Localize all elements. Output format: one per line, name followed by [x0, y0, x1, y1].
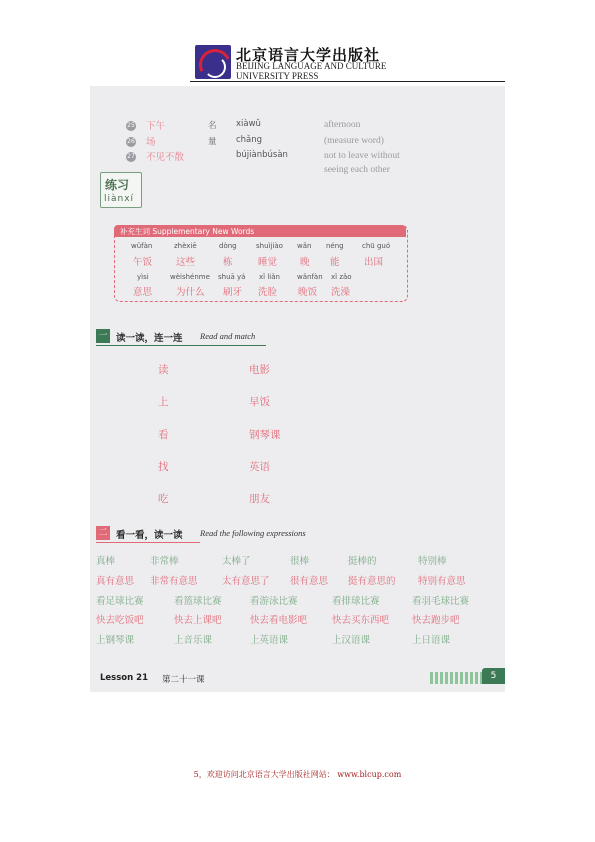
vocab-word: 下午: [146, 121, 166, 132]
expression: 真有意思: [96, 576, 135, 587]
expression: 快去跑步吧: [412, 615, 460, 626]
practice-pinyin: liànxí: [104, 194, 135, 204]
expression: 看足球比赛: [96, 596, 144, 607]
publisher-name-cn: 北京语言大学出版社: [236, 46, 381, 64]
vocab-item: [122, 134, 422, 150]
vocab-meaning: not to leave without seeing each other: [324, 151, 400, 175]
section-title: 读一读，连一连: [116, 333, 183, 344]
supp-pinyin: dòng: [219, 242, 237, 250]
supp-pinyin: xǐ zǎo: [331, 273, 352, 281]
supp-word: 洗澡: [331, 287, 351, 298]
supp-word: 出国: [364, 257, 384, 268]
lesson-label-cn: 第二十一课: [162, 675, 205, 685]
vocab-pos: 量: [208, 137, 217, 147]
expression: 特别有意思: [418, 576, 466, 587]
expression: 上日语课: [412, 635, 451, 646]
expression: 上音乐课: [174, 635, 213, 646]
supplementary-title: 补充生词 Supplementary New Words: [120, 227, 255, 236]
supp-pinyin: wèishénme: [170, 273, 210, 281]
vocab-item: [122, 149, 422, 179]
supp-pinyin: zhèxiē: [174, 242, 197, 250]
section-subtitle: Read the following expressions: [200, 528, 306, 538]
supp-pinyin: yìsi: [137, 273, 149, 281]
expression: 很有意思: [290, 576, 329, 587]
supp-word: 晚饭: [298, 287, 318, 298]
vocab-number: 25: [127, 122, 135, 129]
supp-word: 意思: [133, 287, 153, 298]
publisher-name-en: BEIJING LANGUAGE AND CULTURE UNIVERSITY PRESS: [236, 61, 387, 81]
vocab-meaning: (measure word): [324, 136, 384, 146]
vocab-word: 场: [146, 137, 156, 148]
section-number: 一: [96, 329, 110, 343]
expression: 看排球比赛: [332, 596, 380, 607]
supp-pinyin: shuā yá: [218, 273, 246, 281]
match-left-item: 找: [158, 461, 169, 473]
expression: 看游泳比赛: [250, 596, 298, 607]
match-right-item: 英语: [249, 461, 270, 473]
section-subtitle: Read and match: [200, 331, 256, 341]
supp-word: 洗脸: [258, 287, 278, 298]
vocab-number: 26: [127, 138, 135, 145]
match-right-item: 早饭: [249, 396, 270, 408]
expression: 很棒: [290, 556, 310, 567]
supp-word: 晚: [300, 257, 310, 268]
vocab-pos: 名: [208, 121, 217, 131]
section-divider: [96, 345, 266, 346]
expression: 快去买东西吧: [332, 615, 390, 626]
match-left-item: 上: [158, 396, 169, 408]
supp-pinyin: chū guó: [362, 242, 391, 250]
expression: 挺棒的: [348, 556, 377, 567]
supp-word: 这些: [176, 257, 196, 268]
section-divider: [96, 542, 200, 543]
section-title: 看一看，读一读: [116, 530, 183, 541]
vocab-meaning: afternoon: [324, 120, 361, 130]
supp-word: 能: [330, 257, 340, 268]
expression: 看羽毛球比赛: [412, 596, 470, 607]
supp-word: 栋: [223, 257, 233, 268]
supp-pinyin: wǎnfàn: [297, 273, 323, 281]
match-left-item: 吃: [158, 493, 169, 505]
supp-pinyin: wǎn: [297, 242, 312, 250]
match-left-item: 读: [158, 364, 169, 376]
page-number: 5: [482, 668, 505, 684]
supp-pinyin: néng: [326, 242, 344, 250]
supp-pinyin: shuìjiào: [256, 242, 283, 250]
publisher-logo: [195, 45, 231, 79]
vocab-pinyin: xiàwǔ: [236, 119, 261, 129]
vocab-pinyin: chǎng: [236, 135, 263, 145]
supp-word: 刷牙: [223, 287, 243, 298]
supp-word: 午饭: [133, 257, 153, 268]
expression: 挺有意思的: [348, 576, 396, 587]
supp-word: 为什么: [176, 287, 205, 298]
header-divider: [190, 81, 505, 82]
expression: 快去看电影吧: [250, 615, 308, 626]
expression: 非常棒: [150, 556, 179, 567]
vocab-pinyin: bújiànbúsàn: [236, 150, 288, 160]
footer-decoration: [430, 672, 482, 684]
supp-pinyin: wǔfàn: [131, 242, 153, 250]
expression: 上英语课: [250, 635, 289, 646]
match-right-item: 电影: [249, 364, 270, 376]
lesson-label: Lesson 21: [100, 673, 148, 683]
expression: 真棒: [96, 556, 116, 567]
supp-word: 睡觉: [258, 257, 278, 268]
practice-label: 练习: [105, 178, 130, 192]
expression: 快去上课吧: [174, 615, 222, 626]
website-credit: 5，欢迎访问北京语言大学出版社网站： www.blcup.com: [193, 770, 402, 779]
supp-pinyin: xǐ liǎn: [259, 273, 280, 281]
match-right-item: 钢琴课: [249, 429, 281, 441]
match-right-item: 朋友: [249, 493, 270, 505]
expression: 上钢琴课: [96, 635, 135, 646]
expression: 看篮球比赛: [174, 596, 222, 607]
vocab-number: 27: [127, 153, 135, 160]
expression: 特别棒: [418, 556, 447, 567]
match-left-item: 看: [158, 429, 169, 441]
expression: 快去吃饭吧: [96, 615, 144, 626]
expression: 太有意思了: [222, 576, 270, 587]
expression: 非常有意思: [150, 576, 198, 587]
vocab-item: [122, 118, 422, 134]
expression: 太棒了: [222, 556, 251, 567]
expression: 上汉语课: [332, 635, 371, 646]
section-number: 二: [96, 526, 110, 540]
vocab-word: 不见不散: [146, 152, 185, 163]
